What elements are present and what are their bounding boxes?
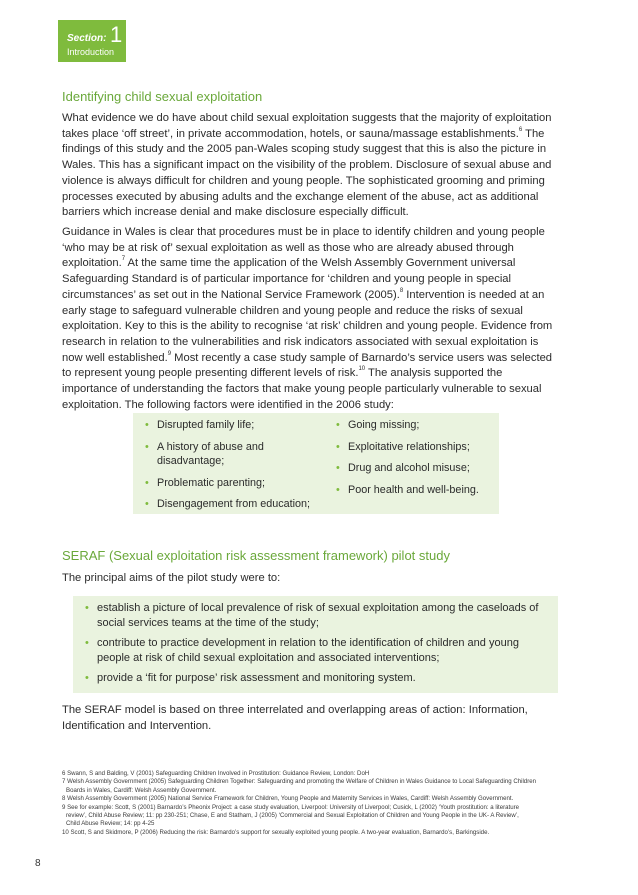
para1-text-a: What evidence we do have about child sexual exploitation suggests that the majority of exploitation takes place ‘off street’, in private accommodation, hotels, or sauna/massage establishments.: [62, 112, 552, 140]
para1-text-b: The findings of this study and the 2005 pan-Wales scoping study suggest that this is also the picture in Wales. This has a significant impact on the visibility of the problem. Disclosure of sexual abuse and violence is always difficult for children and young people. The sophisticated grooming and priming processes executed by abusing adults and the exchange element of the abuse, act as additional barriers which increase denial and make disclosure especially difficult.: [62, 127, 552, 219]
footnote-ref-8: 8: [399, 287, 404, 294]
aim-item: • contribute to practice development in relation to the identification of children and young people at risk of child sexual exploitation and associated interventions;: [85, 636, 550, 666]
heading-identifying: Identifying child sexual exploitation: [62, 89, 263, 104]
factor-item: • Exploitative relationships;: [336, 440, 496, 455]
factor-item: • Problematic parenting;: [145, 476, 313, 491]
section-name: Introduction: [67, 47, 115, 57]
footnote-ref-10: 10: [358, 366, 366, 373]
factor-item: • Disengagement from education;: [145, 497, 313, 512]
para2-text-a: Guidance in Wales is clear that procedures must be in place to identify children and young people ‘who may be at risk of’ sexual exploitation as well as those who are already abused through exploitation.: [62, 226, 545, 270]
factor-item: • Disrupted family life;: [145, 418, 313, 433]
footnotes: [62, 770, 562, 837]
section-tab: [58, 20, 126, 62]
footnote: 8 Welsh Assembly Government (2005) National Service Framework for Children, Young People and Maternity Services in Wales, Cardiff: Welsh Assembly Government.: [62, 795, 514, 803]
factor-item: • Going missing;: [336, 418, 496, 433]
footnote: 10 Scott, S and Skidmore, P (2006) Reducing the risk: Barnardo’s support for sexually exploited young people. A two-year evaluation, Barnardo’s, Barkingside.: [62, 828, 490, 836]
footnote: review’, Child Abuse Review; 11: pp 230-251; Chase, E and Statham, J (2005) ‘Commercial and Sexual Exploitation of Children and Young People in the UK- A Review’,: [66, 812, 519, 820]
page-number: 8: [35, 858, 41, 869]
footnote: 6 Swann, S and Balding, V (2001) Safeguarding Children Involved in Prostitution: Guidance Review, London: DoH: [62, 770, 370, 777]
section-label: Section:: [67, 33, 107, 44]
footnote-ref-6: 6: [518, 126, 523, 133]
para2-text-d: Most recently a case study sample of Barnardo’s service users was selected to represent young people presenting different levels of risk.: [62, 351, 553, 380]
aims-intro: The principal aims of the pilot study were to:: [62, 572, 281, 584]
section-number: 1: [110, 22, 123, 47]
footnote: Boards in Wales, Cardiff: Welsh Assembly Government.: [66, 786, 217, 794]
footnote: 9 See for example: Scott, S (2001) Barnardo’s Pheonix Project: a case study evaluation, Liverpool: University of Liverpool; Cusick, L (2002) ‘Youth prostitution: a literature: [62, 803, 520, 811]
para2-text-e: The analysis supported the importance of understanding the factors that make young people particularly vulnerable to sexual exploitation. The following factors were identified in the 2006 study:: [62, 367, 542, 411]
footnote: 7 Welsh Assembly Government (2005) Safeguarding Children Together: Safeguarding and promoting the Welfare of Children in Wales Guidance to Local Safeguarding Children: [62, 778, 537, 786]
factor-item: • Drug and alcohol misuse;: [336, 461, 496, 476]
aim-item: • provide a ‘fit for purpose’ risk assessment and monitoring system.: [85, 671, 550, 686]
factors-right-column: [336, 418, 496, 504]
heading-seraf: SERAF (Sexual exploitation risk assessment framework) pilot study: [62, 548, 450, 563]
factors-box: [133, 413, 499, 514]
paragraph-seraf-model: The SERAF model is based on three interrelated and overlapping areas of action: Information, Identification and Intervention.: [62, 704, 528, 732]
factors-left-column: [145, 418, 313, 519]
factor-item: • A history of abuse and disadvantage;: [145, 440, 313, 469]
paragraph-guidance: [62, 225, 560, 413]
aims-box: [73, 596, 558, 693]
footnote: Child Abuse Review; 14: pp 4-25: [66, 820, 155, 828]
factor-item: • Poor health and well-being.: [336, 483, 496, 498]
para2-text-b: At the same time the application of the Welsh Assembly Government universal Safeguarding Standard is of particular importance for ‘children and young people in special circumstances’ as set out in the National Service Framework (2005).: [62, 257, 516, 301]
para2-text-c: Intervention is needed at an early stage to safeguard vulnerable children and young people and reduce the risks of sexual exploitation. Key to this is the ability to recognise ‘at risk’ children and young people. Evidence from research in relation to the vulnerabilities and risk indicators associated with sexual exploitation is now well established.: [62, 288, 553, 364]
footnote-ref-7: 7: [121, 256, 126, 263]
footnote-ref-9: 9: [167, 350, 172, 357]
aim-item: • establish a picture of local prevalence of risk of sexual exploitation among the caseloads of social services teams at the time of the study;: [85, 601, 550, 631]
paragraph-evidence: [62, 111, 560, 221]
